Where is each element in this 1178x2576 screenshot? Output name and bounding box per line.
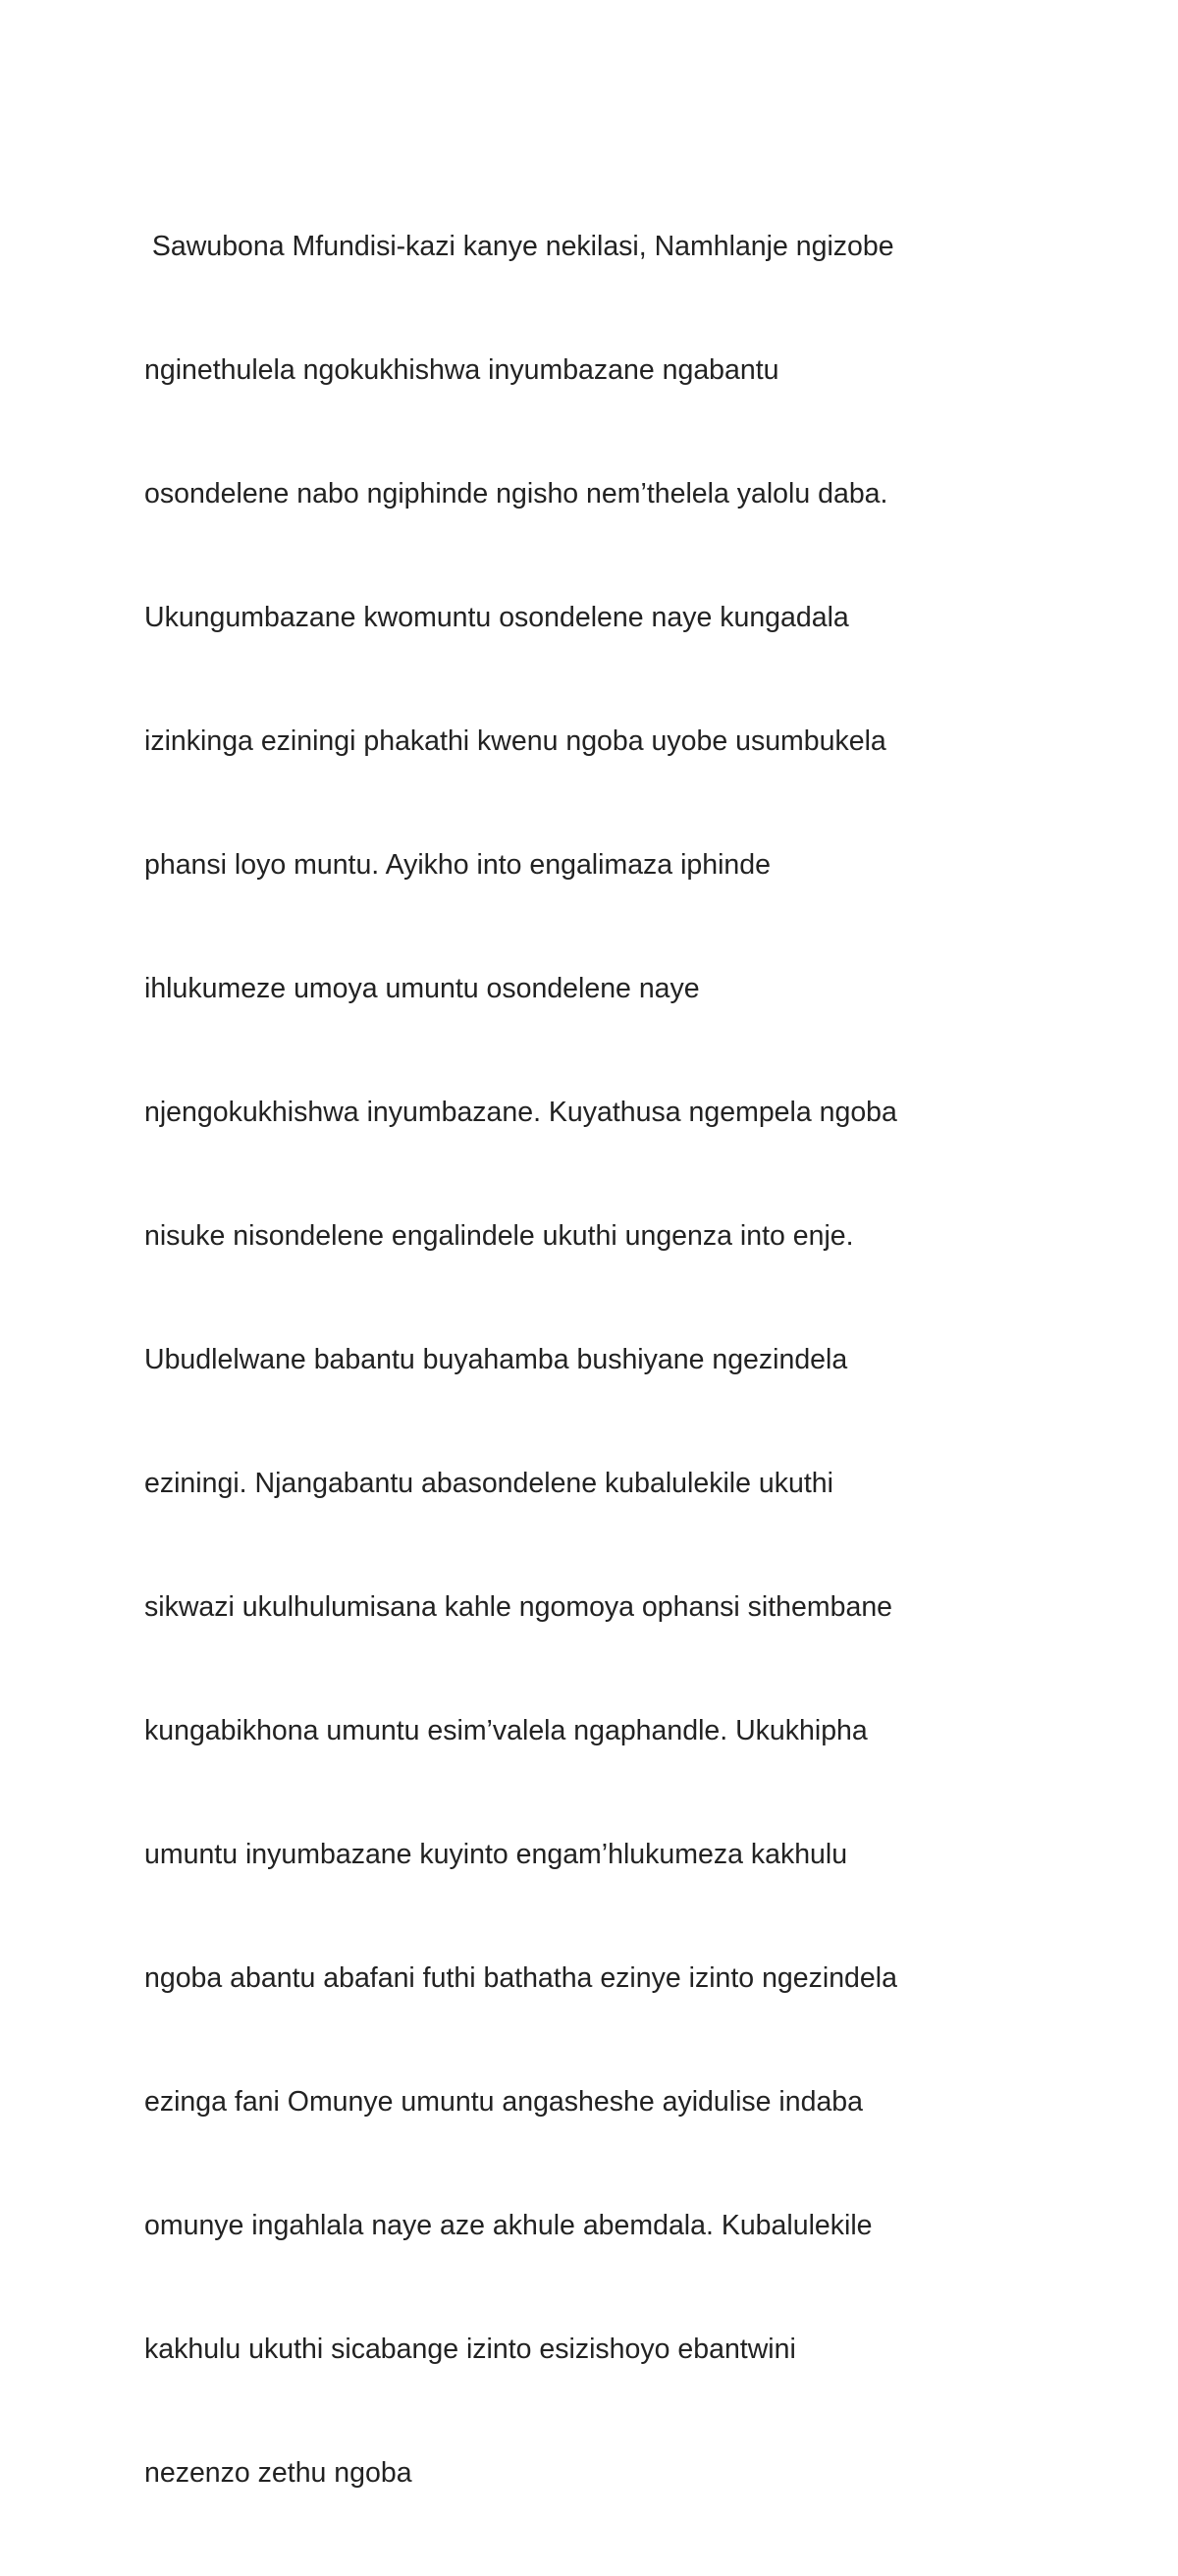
text-line: eziningi. Njangabantu abasondelene kubalulekile ukuthi bbox=[144, 1468, 833, 1499]
text-line: Sawubona Mfundisi-kazi kanye nekilasi, Namhlanje ngizobe bbox=[144, 231, 894, 262]
text-line: ihlukumeze umoya umuntu osondelene naye bbox=[144, 973, 700, 1004]
text-line: kakhulu ukuthi sicabange izinto esizishoyo ebantwini bbox=[144, 2334, 796, 2365]
text-line: omunye ingahlala naye aze akhule abemdala. Kubalulekile bbox=[144, 2210, 873, 2241]
document-body-text bbox=[144, 143, 1057, 2576]
text-line: Ukungumbazane kwomuntu osondelene naye kungadala bbox=[144, 602, 849, 633]
text-line: umuntu inyumbazane kuyinto engam’hlukumeza kakhulu bbox=[144, 1839, 848, 1870]
text-line: njengokukhishwa inyumbazane. Kuyathusa ngempela ngoba bbox=[144, 1097, 897, 1128]
text-line: Ubudlelwane babantu buyahamba bushiyane ngezindela bbox=[144, 1344, 848, 1375]
text-line: ngoba abantu abafani futhi bathatha ezinye izinto ngezindela bbox=[144, 1962, 897, 1994]
text-line: phansi loyo muntu. Ayikho into engalimaza iphinde bbox=[144, 849, 771, 881]
text-line: nisuke nisondelene engalindele ukuthi ungenza into enje. bbox=[144, 1220, 854, 1252]
text-line: kungabikhona umuntu esim’valela ngaphandle. Ukukhipha bbox=[144, 1715, 868, 1746]
text-line: izinkinga eziningi phakathi kwenu ngoba uyobe usumbukela bbox=[144, 725, 886, 757]
text-line: sikwazi ukulhulumisana kahle ngomoya ophansi sithembane bbox=[144, 1591, 893, 1623]
text-line: nezenzo zethu ngoba bbox=[144, 2457, 412, 2489]
text-line: nginethulela ngokukhishwa inyumbazane ngabantu bbox=[144, 354, 779, 386]
text-line: ezinga fani Omunye umuntu angasheshe ayidulise indaba bbox=[144, 2086, 863, 2118]
text-line: osondelene nabo ngiphinde ngisho nem’thelela yalolu daba. bbox=[144, 478, 888, 510]
